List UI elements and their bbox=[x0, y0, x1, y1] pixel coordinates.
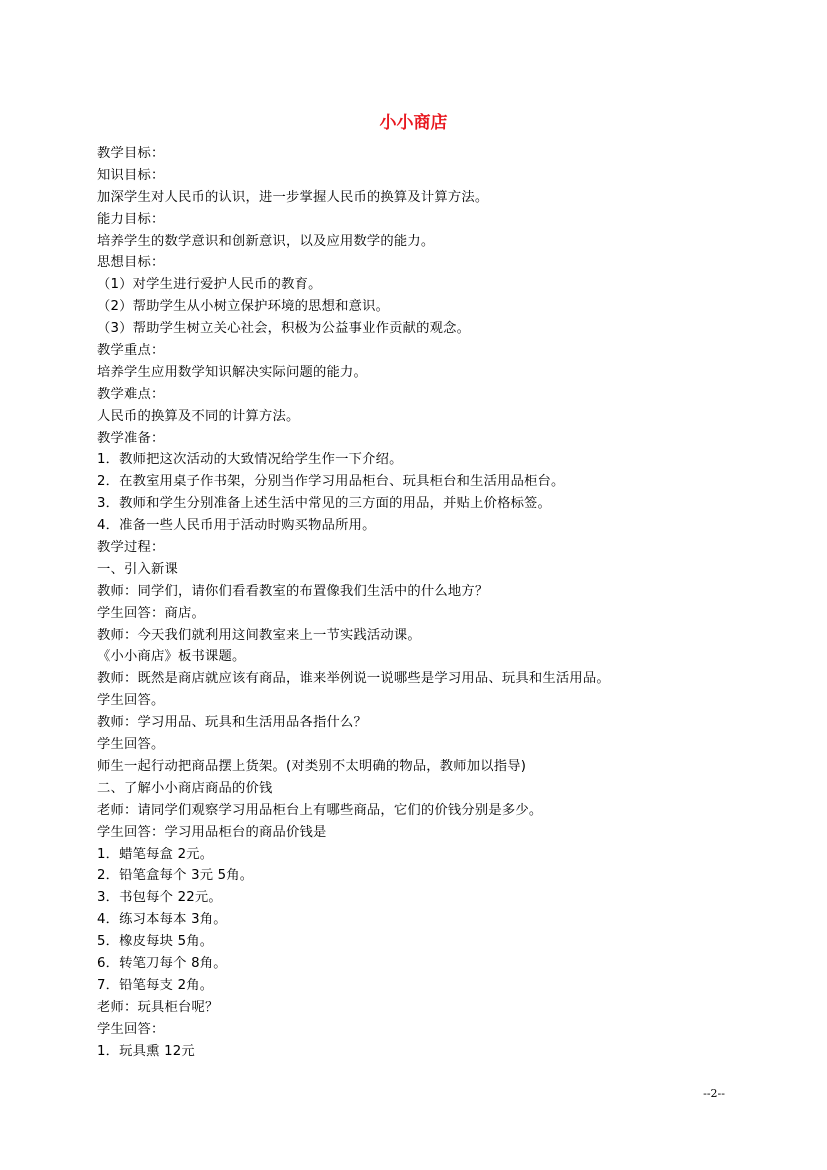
text-line: 1．蜡笔每盒 2元。 bbox=[97, 846, 214, 862]
text-line: 教师：今天我们就利用这间教室来上一节实践活动课。 bbox=[97, 627, 421, 643]
text-line: 1．玩具熏 12元 bbox=[97, 1043, 195, 1059]
text-line: （2）帮助学生从小树立保护环境的思想和意识。 bbox=[97, 299, 390, 315]
text-line: 师生一起行动把商品摆上货架。(对类别不太明确的物品，教师加以指导) bbox=[97, 758, 527, 774]
text-line: 教师：既然是商店就应该有商品，谁来举例说一说哪些是学习用品、玩具和生活用品。 bbox=[97, 671, 610, 687]
text-line: 2．在教室用桌子作书架，分别当作学习用品柜台、玩具柜台和生活用品柜台。 bbox=[97, 474, 565, 490]
text-line: 教学准备： bbox=[97, 430, 165, 446]
text-line: 3．书包每个 22元。 bbox=[97, 890, 222, 906]
text-line: （1）对学生进行爱护人民币的教育。 bbox=[97, 277, 322, 293]
text-line: 学生回答： bbox=[97, 1021, 165, 1037]
page-number: --2-- bbox=[703, 1087, 725, 1100]
text-line: 教学过程： bbox=[97, 540, 165, 556]
text-line: 知识目标： bbox=[97, 167, 165, 183]
text-line: 2．铅笔盒每个 3元 5角。 bbox=[97, 868, 254, 884]
text-line: （3）帮助学生树立关心社会，积极为公益事业作贡献的观念。 bbox=[97, 321, 471, 337]
text-line: 培养学生应用数学知识解决实际问题的能力。 bbox=[97, 364, 367, 380]
text-line: 学生回答。 bbox=[97, 693, 165, 709]
text-line: 教学难点： bbox=[97, 386, 165, 402]
text-line: 1．教师把这次活动的大致情况给学生作一下介绍。 bbox=[97, 452, 403, 468]
text-line: 一、引入新课 bbox=[97, 561, 178, 577]
document-title: 小小商店 bbox=[379, 113, 448, 133]
text-line: 加深学生对人民币的认识，进一步掌握人民币的换算及计算方法。 bbox=[97, 189, 489, 205]
text-line: 6．转笔刀每个 8角。 bbox=[97, 955, 227, 971]
text-line: 教师：同学们，请你们看看教室的布置像我们生活中的什么地方？ bbox=[97, 583, 489, 599]
text-line: 老师：请同学们观察学习用品柜台上有哪些商品，它们的价钱分别是多少。 bbox=[97, 802, 543, 818]
document-body bbox=[97, 143, 737, 1062]
text-line: 《小小商店》板书课题。 bbox=[97, 649, 246, 665]
text-line: 教学目标： bbox=[97, 146, 165, 161]
text-line: 4．准备一些人民币用于活动时购买物品所用。 bbox=[97, 518, 376, 534]
text-line: 能力目标： bbox=[97, 211, 165, 227]
text-line: 3．教师和学生分别准备上述生活中常见的三方面的用品，并贴上价格标签。 bbox=[97, 496, 552, 512]
text-line: 学生回答。 bbox=[97, 737, 165, 753]
text-line: 5．橡皮每块 5角。 bbox=[97, 934, 214, 950]
text-line: 学生回答：学习用品柜台的商品价钱是 bbox=[97, 824, 327, 840]
text-line: 培养学生的数学意识和创新意识，以及应用数学的能力。 bbox=[97, 233, 435, 249]
text-line: 教师：学习用品、玩具和生活用品各指什么？ bbox=[97, 715, 367, 731]
text-line: 人民币的换算及不同的计算方法。 bbox=[97, 408, 300, 424]
text-line: 老师：玩具柜台呢？ bbox=[97, 999, 219, 1015]
text-line: 4．练习本每本 3角。 bbox=[97, 912, 227, 928]
text-line: 二、了解小小商店商品的价钱 bbox=[97, 780, 273, 796]
text-line: 7．铅笔每支 2角。 bbox=[97, 977, 214, 993]
text-line: 思想目标： bbox=[97, 255, 165, 271]
text-line: 学生回答：商店。 bbox=[97, 605, 205, 621]
text-line: 教学重点： bbox=[97, 343, 165, 359]
